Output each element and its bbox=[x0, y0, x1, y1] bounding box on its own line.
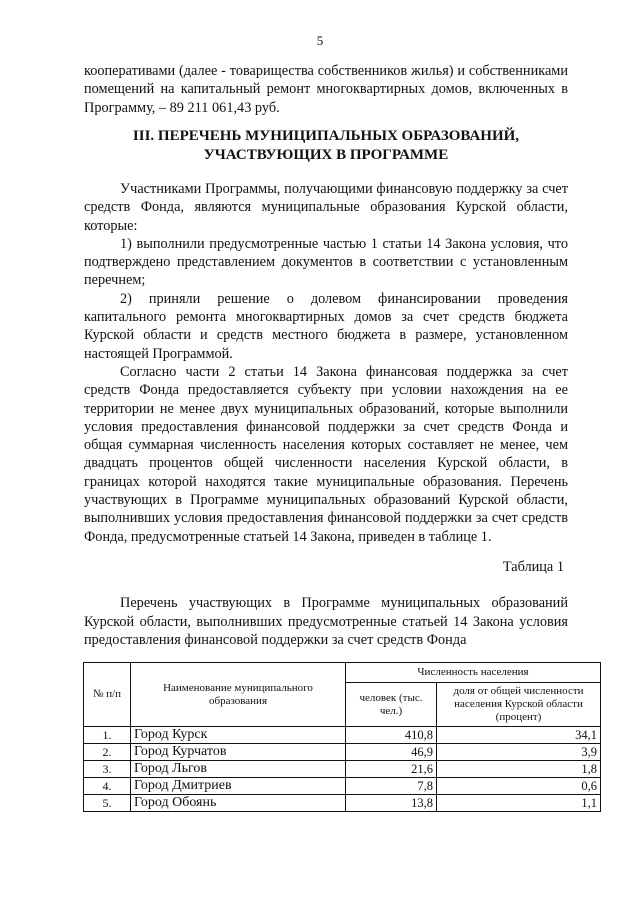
row-people: 7,8 bbox=[346, 778, 437, 795]
row-people: 46,9 bbox=[346, 744, 437, 761]
row-num: 2. bbox=[84, 744, 131, 761]
intro-paragraph-block bbox=[84, 62, 568, 117]
table-header-row bbox=[84, 663, 601, 683]
row-name: Город Курчатов bbox=[131, 744, 346, 761]
section-heading-line-1: III. ПЕРЕЧЕНЬ МУНИЦИПАЛЬНЫХ ОБРАЗОВАНИЙ, bbox=[132, 128, 520, 144]
row-name: Город Курск bbox=[131, 727, 346, 744]
paragraph-condition-1: 1) выполнили предусмотренные частью 1 статьи 14 Закона условия, что подтверждено представлением документов в соответствии с установленным перечнем; bbox=[84, 235, 568, 289]
row-name: Город Льгов bbox=[131, 761, 346, 778]
row-share: 34,1 bbox=[437, 727, 601, 744]
header-share: доля от общей численности населения Курской области (процент) bbox=[437, 683, 601, 727]
table-row bbox=[84, 727, 601, 744]
page-number: 5 bbox=[316, 33, 324, 48]
row-people: 410,8 bbox=[346, 727, 437, 744]
table-row bbox=[84, 795, 601, 812]
row-num: 1. bbox=[84, 727, 131, 744]
section-heading bbox=[84, 127, 568, 165]
row-num: 4. bbox=[84, 778, 131, 795]
paragraph-participants: Участниками Программы, получающими финансовую поддержку за счет средств Фонда, являются муниципальные образования Курской области, которые: bbox=[84, 181, 568, 234]
table-label: Таблица 1 bbox=[502, 559, 564, 575]
row-name: Город Дмитриев bbox=[131, 778, 346, 795]
row-name: Город Обоянь bbox=[131, 795, 346, 812]
table-row bbox=[84, 778, 601, 795]
row-share: 1,1 bbox=[437, 795, 601, 812]
header-population: Численность населения bbox=[346, 663, 601, 683]
table-caption bbox=[84, 594, 568, 650]
paragraph-condition-2: 2) приняли решение о долевом финансировании проведения капитального ремонта многоквартирных домов за счет средств бюджета Курской области и средств местного бюджета в размере, установленном настоящей Программой. bbox=[84, 290, 568, 362]
paragraph-support-terms: Согласно части 2 статьи 14 Закона финансовая поддержка за счет средств Фонда предоставляется субъекту при условии нахождения на ее территории не менее двух муниципальных образований, которые выполнили условия предоставления финансовой поддержки за счет средств Фонда и общая суммарная численность населения которых составляет не менее, чем двадцать процентов общей численности населения Курской области, в границах которой находятся такие муниципальные образования. Перечень участвующих в Программе муниципальных образований Курской области, выполнивших условия предоставления финансовой поддержки за счет средств Фонда, предусмотренные статьей 14 Закона, приведен в таблице 1. bbox=[84, 363, 568, 545]
section-body bbox=[84, 180, 568, 546]
section-heading-line-2: УЧАСТВУЮЩИХ В ПРОГРАММЕ bbox=[203, 147, 449, 163]
row-people: 21,6 bbox=[346, 761, 437, 778]
row-people: 13,8 bbox=[346, 795, 437, 812]
header-num: № п/п bbox=[84, 663, 131, 727]
table-row bbox=[84, 761, 601, 778]
row-share: 3,9 bbox=[437, 744, 601, 761]
table-row bbox=[84, 744, 601, 761]
header-people: человек (тыс. чел.) bbox=[346, 683, 437, 727]
row-num: 3. bbox=[84, 761, 131, 778]
table-caption-text: Перечень участвующих в Программе муниципальных образований Курской области, выполнивших предусмотренные статьей 14 Закона условия предоставления финансовой поддержки за счет средств Фонда bbox=[84, 595, 568, 648]
intro-paragraph: кооперативами (далее - товарищества собственников жилья) и собственниками помещений на капитальный ремонт многоквартирных домов, включенных в Программу, – 89 211 061,43 руб. bbox=[84, 63, 568, 116]
row-num: 5. bbox=[84, 795, 131, 812]
municipalities-table bbox=[83, 662, 601, 812]
row-share: 0,6 bbox=[437, 778, 601, 795]
header-name: Наименование муниципального образования bbox=[131, 663, 346, 727]
row-share: 1,8 bbox=[437, 761, 601, 778]
